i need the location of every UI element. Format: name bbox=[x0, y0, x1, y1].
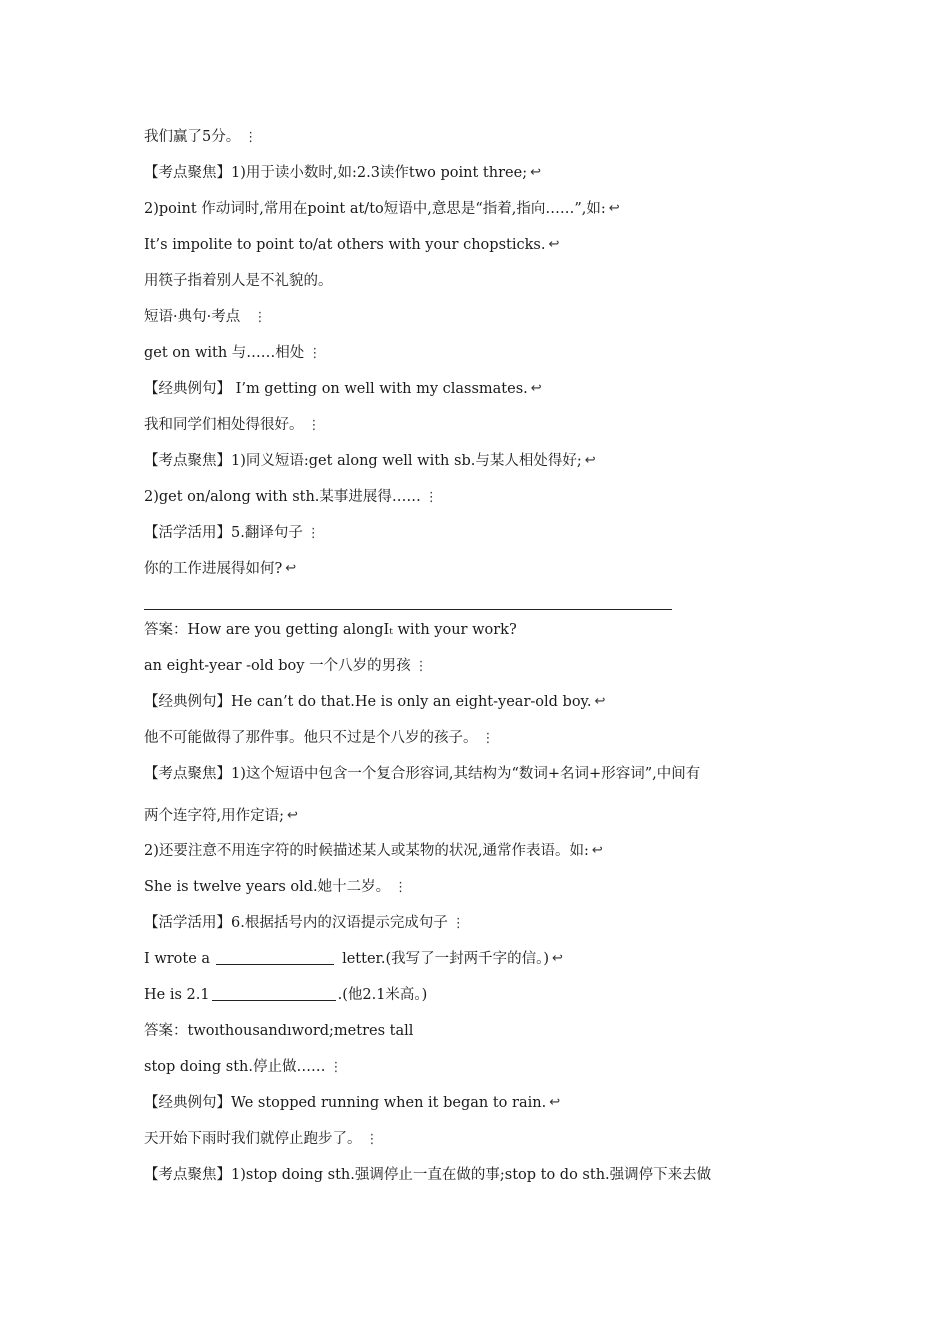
dots-mark: ⋮ bbox=[414, 659, 428, 674]
dots-mark: ⋮ bbox=[481, 731, 495, 746]
section-heading: 短语·典句·考点 ⋮ bbox=[144, 307, 850, 328]
text-line: 2)get on/along with sth.某事进展得…… ⋮ bbox=[144, 487, 850, 508]
dots-mark: ⋮ bbox=[365, 1132, 379, 1147]
dots-mark: ⋮ bbox=[307, 418, 321, 433]
text-line: 你的工作进展得如何? ↩ bbox=[144, 561, 297, 577]
text-line: She is twelve years old.她十二岁。 ⋮ bbox=[144, 877, 850, 898]
dots-mark: ⋮ bbox=[329, 1060, 343, 1075]
dots-mark: ⋮ bbox=[253, 310, 267, 325]
return-arrow-icon: ↩ bbox=[591, 843, 603, 858]
text-line: 2)还要注意不用连字符的时候描述某人或某物的状况,通常作表语。如: ↩ bbox=[144, 843, 603, 859]
dots-mark: ⋮ bbox=[394, 880, 408, 895]
return-arrow-icon: ↩ bbox=[530, 381, 542, 396]
text-line: 我们赢了5分。 ⋮ bbox=[144, 127, 850, 148]
answer-line: 答案：How are you getting alongIₜ with your work? bbox=[144, 622, 517, 638]
text-line: 【考点聚焦】1)用于读小数时,如:2.3读作two point three; ↩ bbox=[144, 165, 541, 181]
return-arrow-icon: ↩ bbox=[287, 808, 298, 823]
return-arrow-icon: ↩ bbox=[285, 561, 297, 576]
phrase-heading: get on with 与……相处 ⋮ bbox=[144, 343, 850, 364]
text-line: 用筷子指着别人是不礼貌的。 bbox=[144, 273, 333, 289]
text-line: 【活学活用】5.翻译句子 ⋮ bbox=[144, 523, 850, 544]
text-line: It’s impolite to point to/at others with your chopsticks. ↩ bbox=[144, 237, 560, 253]
answer-underline bbox=[144, 609, 672, 610]
return-arrow-icon: ↩ bbox=[530, 165, 541, 180]
exercise-line: He is 2.1 .(他2.1米高。) bbox=[144, 987, 428, 1003]
return-arrow-icon: ↩ bbox=[552, 951, 563, 966]
text-line: 【考点聚焦】1)这个短语中包含一个复合形容词,其结构为“数词+名词+形容词”,中间有 bbox=[144, 766, 701, 782]
text-line: 2)point 作动词时,常用在point at/to短语中,意思是“指着,指向……”,如: ↩ bbox=[144, 201, 620, 217]
phrase-heading: stop doing sth.停止做…… ⋮ bbox=[144, 1057, 850, 1078]
dots-mark: ⋮ bbox=[244, 130, 258, 145]
text-line: 天开始下雨时我们就停止跑步了。 ⋮ bbox=[144, 1129, 850, 1150]
dots-mark: ⋮ bbox=[451, 916, 465, 931]
dots-mark: ⋮ bbox=[306, 526, 320, 541]
phrase-heading: an eight-year -old boy 一个八岁的男孩 ⋮ bbox=[144, 656, 850, 677]
answer-blank[interactable] bbox=[212, 986, 336, 1001]
text-line: 【考点聚焦】1)stop doing sth.强调停止一直在做的事;stop to do sth.强调停下来去做 bbox=[144, 1167, 712, 1183]
text-line: 他不可能做得了那件事。他只不过是个八岁的孩子。 ⋮ bbox=[144, 728, 850, 749]
return-arrow-icon: ↩ bbox=[608, 201, 620, 216]
text-line: 我和同学们相处得很好。 ⋮ bbox=[144, 415, 850, 436]
answer-blank[interactable] bbox=[216, 950, 334, 965]
dots-mark: ⋮ bbox=[424, 490, 438, 505]
text-line: 【经典例句】He can’t do that.He is only an eight-year-old boy. ↩ bbox=[144, 694, 606, 710]
dots-mark: ⋮ bbox=[308, 346, 322, 361]
return-arrow-icon: ↩ bbox=[549, 1095, 561, 1110]
text-line: 【经典例句】We stopped running when it began to rain. ↩ bbox=[144, 1095, 561, 1111]
text-line: 两个连字符,用作定语; ↩ bbox=[144, 808, 298, 824]
text-line: 【考点聚焦】1)同义短语:get along well with sb.与某人相处得好; ↩ bbox=[144, 453, 596, 469]
return-arrow-icon: ↩ bbox=[594, 694, 606, 709]
return-arrow-icon: ↩ bbox=[584, 453, 596, 468]
answer-line: 答案：twoıthousandıword;metres tall bbox=[144, 1023, 414, 1039]
text-line: 【经典例句】 I’m getting on well with my classmates. ↩ bbox=[144, 381, 542, 397]
return-arrow-icon: ↩ bbox=[548, 237, 560, 252]
exercise-line: I wrote a letter.(我写了一封两千字的信。) ↩ bbox=[144, 951, 563, 967]
text-line: 【活学活用】6.根据括号内的汉语提示完成句子 ⋮ bbox=[144, 913, 850, 934]
